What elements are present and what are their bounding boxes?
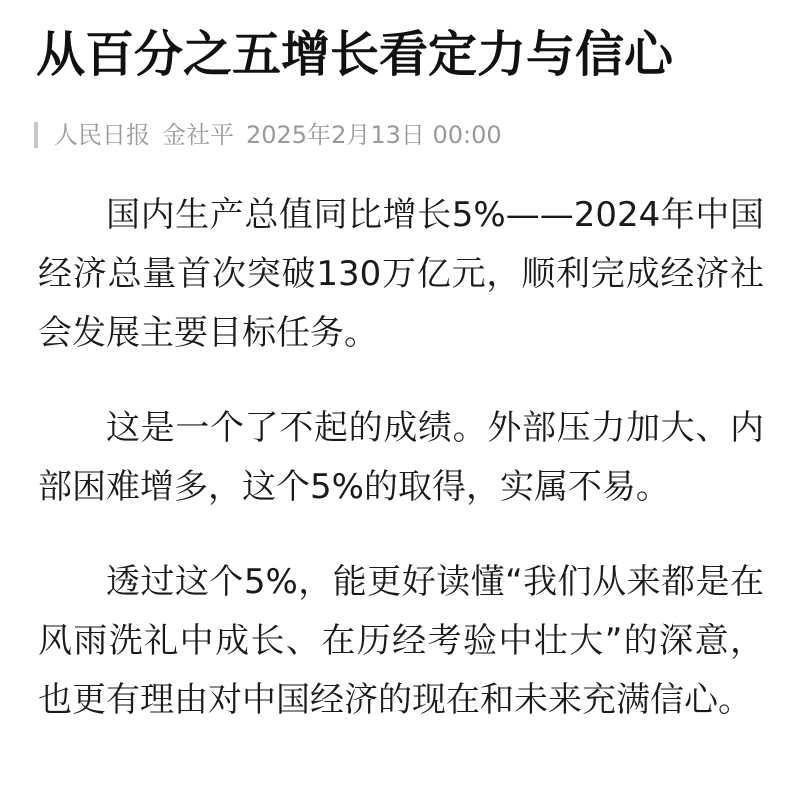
paragraph: 国内生产总值同比增长5%——2024年中国经济总量首次突破130万亿元，顺利完成经济社会发展主要目标任务。 (38, 195, 764, 353)
publish-time: 2025年2月13日 00:00 (246, 121, 502, 149)
article-body (38, 186, 764, 766)
paragraph: 这是一个了不起的成绩。外部压力加大、内部困难增多，这个5%的取得，实属不易。 (38, 408, 764, 507)
author: 金社平 (162, 121, 234, 149)
source[interactable]: 人民日报 (54, 121, 150, 149)
paragraph: 透过这个5%，能更好读懂“我们从来都是在风雨洗礼中成长、在历经考验中壮大”的深意，也更有理由对中国经济的现在和未来充满信心。 (38, 562, 764, 720)
byline-divider (34, 122, 38, 148)
byline (34, 118, 514, 152)
article-title: 从百分之五增长看定力与信心 (36, 26, 674, 83)
